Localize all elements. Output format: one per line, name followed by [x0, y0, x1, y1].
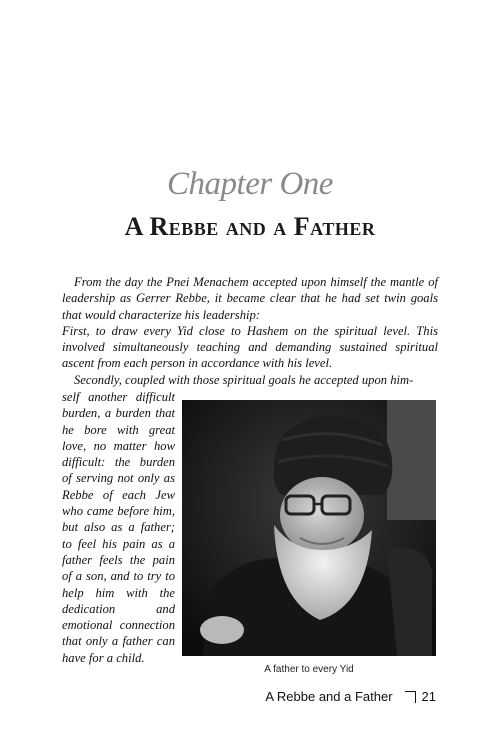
chapter-label: Chapter One — [167, 166, 333, 202]
body-text — [62, 274, 438, 388]
portrait-image — [182, 400, 436, 656]
running-title: A Rebbe and a Father — [265, 689, 393, 704]
paragraph-second-goal: Secondly, coupled with those spiritual goals he accepted upon him- — [74, 372, 414, 387]
paragraph-second-goal-continued: self another difficult burden, a burden that he bore with great love, no matter how difficult: the burden of serving not only as Rebbe of each Jew who came before him, but also as a father; to feel his pain as a father feels the pain of a son, and to try to help him with the dedication and emotional connection that only a father can have for a child. — [62, 390, 175, 665]
page-number: 21 — [421, 689, 436, 704]
paragraph-intro: From the day the Pnei Menachem accepted upon himself the mantle of leadership as Gerrer Rebbe, it became clear that he had set twin goals that would characterize his leadership: — [62, 275, 438, 322]
paragraph-first-goal: First, to draw every Yid close to Hashem on the spiritual level. This involved simultaneously teaching and demanding sustained spiritual ascent from each person in accordance with his level. — [62, 323, 438, 371]
photo-caption: A father to every Yid — [264, 664, 354, 675]
portrait-photo — [182, 400, 436, 656]
corner-mark-icon — [405, 691, 416, 703]
page-footer — [265, 689, 436, 704]
chapter-title: A Rebbe and a Father — [124, 212, 376, 241]
